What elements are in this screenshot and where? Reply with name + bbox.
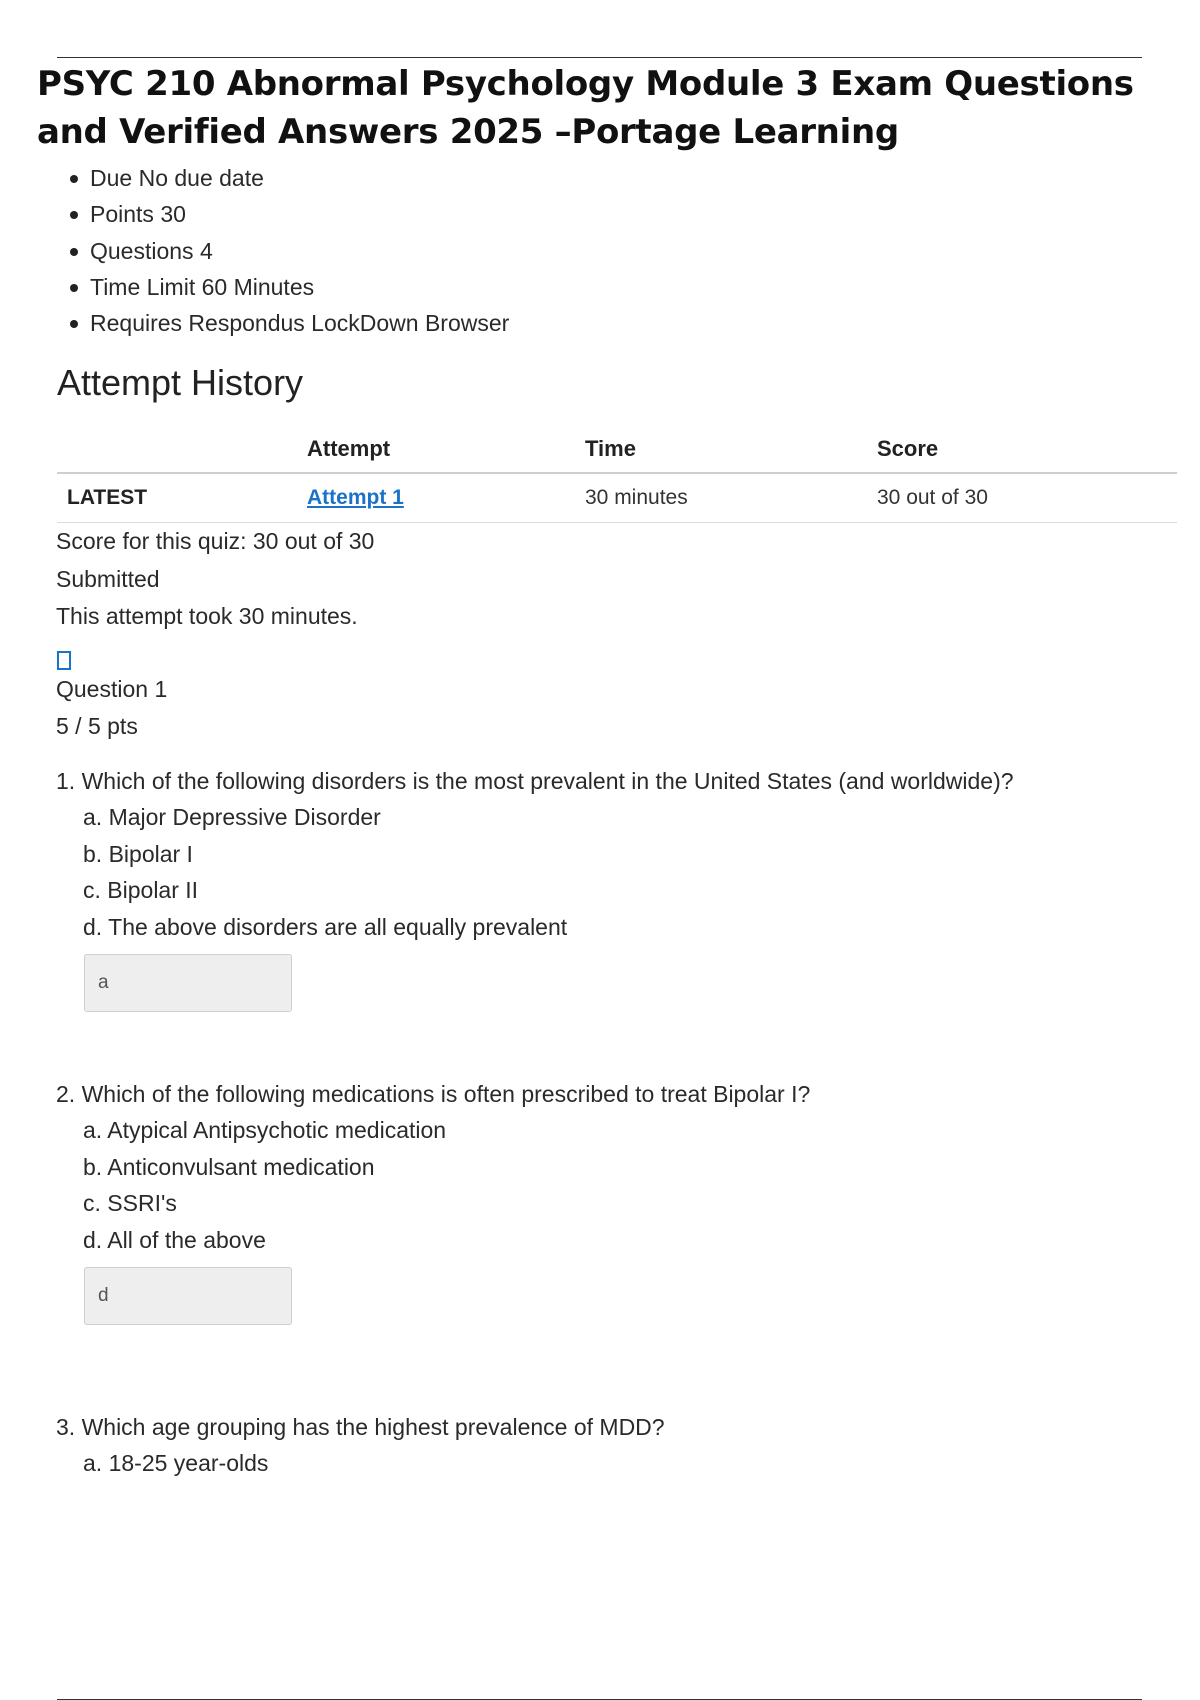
option-list xyxy=(56,799,1014,945)
attempt-link[interactable]: Attempt 1 xyxy=(307,486,404,509)
option-item: b. Anticonvulsant medication xyxy=(83,1153,375,1180)
answer-field[interactable]: a xyxy=(84,954,292,1012)
meta-text: Time Limit 60 Minutes xyxy=(90,273,315,300)
bullet-icon xyxy=(70,211,78,219)
quiz-meta-list xyxy=(68,160,509,341)
time-cell: 30 minutes xyxy=(585,473,877,523)
question-header xyxy=(56,671,167,744)
option-item: b. Bipolar I xyxy=(83,840,193,867)
meta-text: Due No due date xyxy=(90,165,264,191)
option-item: a. Atypical Antipsychotic medication xyxy=(83,1117,447,1144)
quiz-score-line: Score for this quiz: 30 out of 30 xyxy=(56,528,375,554)
meta-item-questions xyxy=(68,233,509,269)
bullet-icon xyxy=(70,248,78,256)
option-item: c. SSRI's xyxy=(83,1190,177,1217)
table-header-row xyxy=(57,425,1177,473)
bullet-icon xyxy=(70,175,78,183)
question-stem: 3. Which age grouping has the highest prevalence of MDD? xyxy=(56,1414,665,1440)
meta-text: Requires Respondus LockDown Browser xyxy=(90,310,510,337)
option-list xyxy=(56,1112,810,1258)
table-row xyxy=(57,473,1177,523)
submission-status: Submitted xyxy=(56,565,160,592)
question-label: Question 1 xyxy=(56,676,168,702)
score-cell: 30 out of 30 xyxy=(877,473,1177,523)
question-block-1 xyxy=(56,763,1014,1012)
option-item: a. Major Depressive Disorder xyxy=(83,804,381,831)
attempt-cell xyxy=(307,473,585,523)
question-block-2 xyxy=(56,1076,810,1325)
option-item: d. All of the above xyxy=(83,1226,266,1253)
option-list xyxy=(56,1445,665,1481)
option-item: a. 18-25 year-olds xyxy=(83,1450,269,1477)
meta-text: Points 30 xyxy=(90,201,186,228)
column-header xyxy=(57,425,307,473)
flag-icon[interactable] xyxy=(57,651,71,670)
bullet-icon xyxy=(70,320,78,328)
attempt-summary xyxy=(56,523,374,636)
meta-item-points xyxy=(68,196,509,232)
document-title: PSYC 210 Abnormal Psychology Module 3 Exam Questions and Verified Answers 2025 –Portage Learning xyxy=(37,64,1134,152)
meta-item-time-limit xyxy=(68,269,509,305)
meta-text: Questions 4 xyxy=(90,237,213,264)
latest-label: LATEST xyxy=(57,473,307,523)
attempt-history-table xyxy=(57,425,1177,523)
question-stem: 2. Which of the following medications is often prescribed to treat Bipolar I? xyxy=(56,1081,811,1107)
meta-item-lockdown xyxy=(68,305,509,341)
question-block-3 xyxy=(56,1409,665,1482)
top-rule xyxy=(57,57,1142,58)
question-points: 5 / 5 pts xyxy=(56,712,138,739)
bullet-icon xyxy=(70,284,78,292)
answer-field[interactable]: d xyxy=(84,1267,292,1325)
column-header-score: Score xyxy=(877,425,1177,473)
option-item: c. Bipolar II xyxy=(83,877,199,904)
attempt-duration-line: This attempt took 30 minutes. xyxy=(56,603,358,629)
column-header-attempt: Attempt xyxy=(307,425,585,473)
meta-item-due xyxy=(68,160,509,196)
column-header-time: Time xyxy=(585,425,877,473)
question-stem: 1. Which of the following disorders is the most prevalent in the United States (and worldwide)? xyxy=(56,768,1014,794)
attempt-history-heading: Attempt History xyxy=(57,362,304,403)
option-item: d. The above disorders are all equally prevalent xyxy=(83,913,568,940)
